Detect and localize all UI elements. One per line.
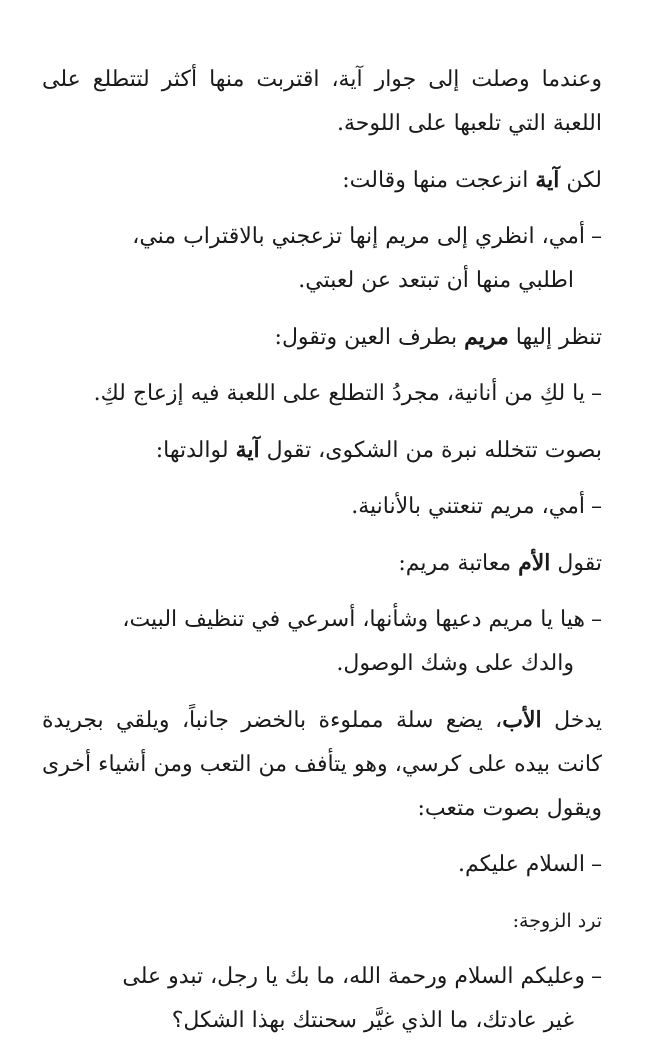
- narration-text: لوالدتها:: [155, 438, 236, 463]
- dialogue-continuation: والدك على وشك الوصول.: [336, 651, 574, 676]
- dialogue-dash: –: [591, 381, 602, 406]
- dialogue-line: [42, 598, 602, 686]
- dialogue-dash: –: [591, 852, 602, 877]
- dialogue-dash: –: [591, 494, 602, 519]
- character-name: الأب: [502, 707, 542, 733]
- narration-paragraph: [42, 315, 602, 360]
- dialogue-text: [42, 485, 602, 529]
- narration-text: لكن: [559, 168, 602, 193]
- dialogue-text: [42, 372, 602, 416]
- narration-text: معاتبة مريم:: [398, 551, 519, 576]
- character-name: مريم: [464, 324, 509, 350]
- narration-text: يدخل: [541, 708, 602, 733]
- dialogue-line: [42, 485, 602, 529]
- narration-paragraph: وعندما وصلت إلى جوار آية، اقتربت منها أكثر لتتطلع على اللعبة التي تلعبها على اللوحة.: [42, 67, 602, 136]
- narration-text: بصوت تتخلله نبرة من الشكوى، تقول: [259, 438, 602, 463]
- dialogue-line: [42, 372, 602, 416]
- narration-text: تقول: [550, 551, 602, 576]
- narration-text: تنظر إليها: [508, 325, 602, 350]
- narration-paragraph: [42, 698, 602, 831]
- narration-text: انزعجت منها وقالت:: [342, 168, 536, 193]
- dialogue-text-line: أمي، مريم تنعتني بالأنانية.: [351, 494, 585, 519]
- dialogue-line: [42, 215, 602, 303]
- dialogue-text-line: السلام عليكم.: [457, 852, 585, 877]
- narration-paragraph: [42, 541, 602, 586]
- dialogue-text-line: هيا يا مريم دعيها وشأنها، أسرعي في تنظيف البيت،: [122, 607, 585, 632]
- dialogue-text: [42, 215, 602, 259]
- dialogue-text-line: وعليكم السلام ورحمة الله، ما بك يا رجل، تبدو على: [122, 964, 585, 989]
- character-name: آية: [535, 167, 560, 193]
- dialogue-continuation: اطلبي منها أن تبتعد عن لعبتي.: [298, 268, 574, 293]
- dialogue-text: [42, 598, 602, 642]
- narration-text: بطرف العين وتقول:: [274, 325, 465, 350]
- dialogue-text: [42, 955, 602, 999]
- dialogue-text-line: يا لكِ من أنانية، مجردُ التطلع على اللعبة فيه إزعاج لكِ.: [93, 381, 585, 406]
- narration-paragraph: ترد الزوجة:: [512, 910, 602, 932]
- dialogue-continuation: غير عادتك، ما الذي غيَّر سحنتك بهذا الشكل؟: [171, 1008, 574, 1033]
- character-name: الأم: [518, 550, 551, 576]
- dialogue-text: [42, 843, 602, 887]
- narration-text: ، يضع سلة مملوءة بالخضر جانباً، ويلقي بجريدة كانت بيده على كرسي، وهو يتأفف من التعب ومن أشياء أخرى ويقول بصوت متعب:: [42, 708, 602, 821]
- dialogue-line: [42, 955, 602, 1043]
- dialogue-text-line: أمي، انظري إلى مريم إنها تزعجني بالاقتراب مني،: [132, 224, 585, 249]
- narration-paragraph: [42, 428, 602, 473]
- dialogue-dash: –: [591, 224, 602, 249]
- narration-paragraph: [42, 158, 602, 203]
- book-page: [42, 58, 602, 1055]
- dialogue-dash: –: [591, 607, 602, 632]
- dialogue-line: [42, 843, 602, 887]
- character-name: آية: [235, 437, 260, 463]
- dialogue-dash: –: [591, 964, 602, 989]
